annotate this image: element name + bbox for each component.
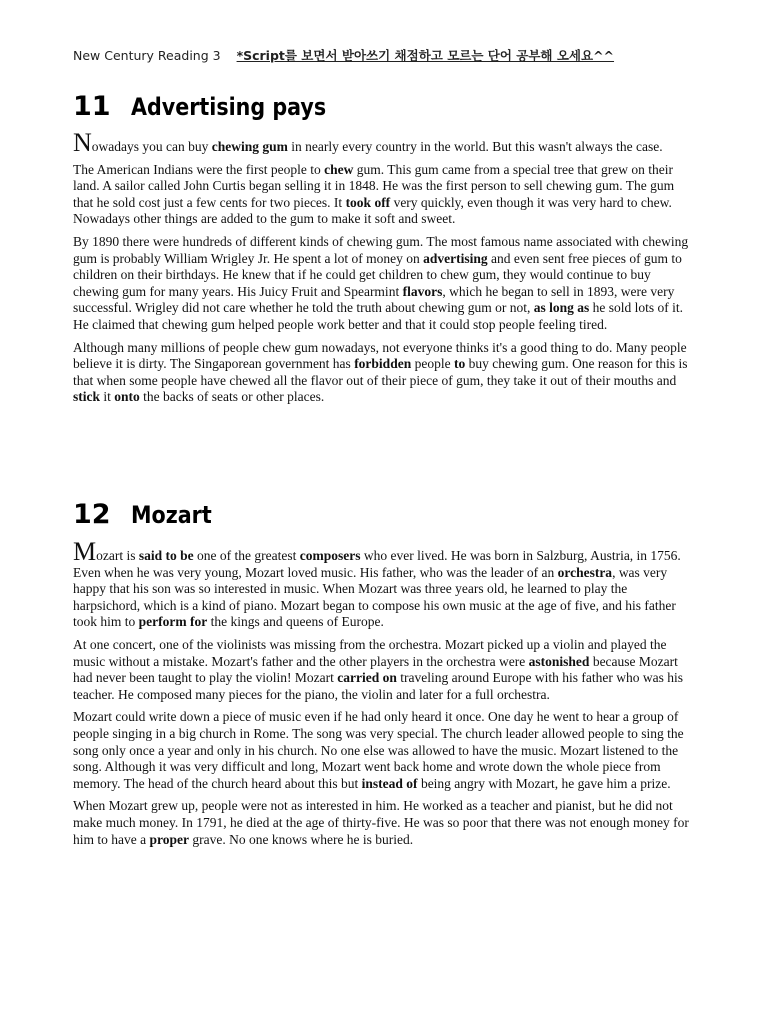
- homework-note: *Script를 보면서 받아쓰기 채점하고 모르는 단어 공부해 오세요^^: [236, 48, 615, 63]
- text-run: , was very happy that his son was so interested in music. When Mozart was three years old, he learned to play the harpsichord, which is a kind of piano. Mozart began to compose his own music at the age of five, and his father took him to: [73, 564, 676, 630]
- text-run: When Mozart grew up, people were not as interested in him. He worked as a teacher and pianist, but he did not make much money. In 1791, he died at the age of thirty-five. He was so poor that there was not enough money for him to have a: [73, 798, 689, 847]
- vocab-term: chew: [324, 161, 354, 177]
- text-run: very quickly, even though it was very hard to chew. Nowadays other things are added to the gum to make it soft and sweet.: [73, 194, 672, 227]
- text-run: because Mozart had never been taught to play the violin! Mozart: [73, 653, 678, 686]
- paragraph: [73, 798, 695, 848]
- paragraph: [73, 128, 695, 157]
- book-title: New Century Reading 3: [73, 48, 221, 63]
- vocab-term: instead of: [361, 775, 418, 791]
- section-11-body: [73, 128, 695, 412]
- text-run: being angry with Mozart, he gave him a prize.: [417, 775, 671, 791]
- text-run: Although many millions of people chew gum nowadays, not everyone thinks it's a good thing to do. Many people believe it is dirty. The Singaporean government has: [73, 339, 687, 372]
- paragraph: [73, 709, 695, 792]
- vocab-term: as long as: [533, 300, 590, 316]
- section-12-heading: [73, 499, 225, 530]
- vocab-term: stick: [73, 389, 100, 405]
- paragraph: [73, 162, 695, 228]
- vocab-term: astonished: [528, 653, 590, 669]
- paragraph: [73, 340, 695, 406]
- vocab-term: perform for: [138, 614, 208, 630]
- vocab-term: to: [453, 356, 466, 372]
- vocab-term: orchestra: [557, 564, 613, 580]
- text-run: one of the greatest: [193, 548, 300, 563]
- text-run: buy chewing gum. One reason for this is that when some people have chewed all the flavor out of their piece of gum, they take it out of their mouths and: [73, 356, 688, 388]
- section-number: 11: [73, 91, 111, 122]
- text-run: By 1890 there were hundreds of different kinds of chewing gum. The most famous name associated with chewing gum is probably William Wrigley Jr. He spent a lot of money on: [73, 233, 689, 266]
- text-run: , which he began to sell in 1893, were very successful. Wrigley did not care whether he told the truth about chewing gum or not,: [73, 283, 675, 316]
- text-run: gum. This gum came from a special tree that grew on their land. A sailor called John Curtis began selling it in 1848. He was the first person to sell chewing gum. The gum that he sold cost just a few cents for two pieces. It: [73, 161, 675, 210]
- text-run: The American Indians were the first people to: [73, 161, 325, 177]
- vocab-term: forbidden: [354, 356, 412, 372]
- vocab-term: carried on: [337, 670, 397, 686]
- text-run: in nearly every country in the world. But this wasn't always the case.: [287, 139, 663, 154]
- paragraph: [73, 637, 695, 703]
- text-run: who ever lived. He was born in Salzburg, Austria, in 1756. Even when he was very young, Mozart loved music. His father, who was the leader of an: [73, 548, 681, 580]
- vocab-term: proper: [149, 831, 189, 847]
- text-run: the kings and queens of Europe.: [207, 614, 384, 630]
- section-12-body: [73, 537, 695, 854]
- vocab-term: flavors: [402, 283, 443, 299]
- section-number: 12: [73, 499, 111, 530]
- text-run: grave. No one knows where he is buried.: [188, 831, 414, 847]
- vocab-term: said to be: [138, 548, 194, 563]
- drop-cap: N: [73, 128, 92, 157]
- text-run: traveling around Europe with his father who was his teacher. He composed many pieces for the piano, the violin and later for a full orchestra.: [73, 670, 683, 702]
- vocab-term: chewing gum: [211, 139, 288, 154]
- vocab-term: onto: [114, 389, 140, 405]
- text-run: and even sent free pieces of gum to children on their birthdays. He knew that if he could get children to chew gum, they would continue to buy chewing gum for many years. His Juicy Fruit and Spearmint: [73, 250, 682, 299]
- vocab-term: advertising: [423, 250, 488, 266]
- text-run: he sold lots of it. He claimed that chewing gum helped people work better and that it could stop people feeling tired.: [73, 300, 683, 332]
- text-run: At one concert, one of the violinists was missing from the orchestra. Mozart picked up a violin and played the music without a mistake. Mozart's father and the other players in the orchestra were: [73, 636, 667, 669]
- text-run: owadays you can buy: [91, 139, 212, 154]
- text-run: the backs of seats or other places.: [139, 389, 325, 405]
- section-title: Advertising pays: [131, 93, 327, 121]
- vocab-term: composers: [299, 548, 361, 563]
- drop-cap: M: [73, 537, 97, 566]
- text-run: people: [411, 356, 454, 372]
- vocab-term: took off: [345, 194, 391, 210]
- section-11-heading: [73, 91, 358, 122]
- paragraph: [73, 234, 695, 334]
- text-run: ozart is: [96, 548, 139, 563]
- section-title: Mozart: [131, 501, 212, 529]
- paragraph: [73, 537, 695, 631]
- page-header: [73, 46, 713, 64]
- text-run: Mozart could write down a piece of music even if he had only heard it once. One day he went to hear a group of people singing in a big church in Rome. The song was very special. The church leader allowed people to sing the song only once a year and only in his church. No one else was allowed to have the music. Mozart listened to the song. Although it was very difficult and long, Mozart went back home and wrote down the whole piece from memory. The head of the church heard about this but: [73, 709, 684, 791]
- text-run: it: [100, 389, 115, 405]
